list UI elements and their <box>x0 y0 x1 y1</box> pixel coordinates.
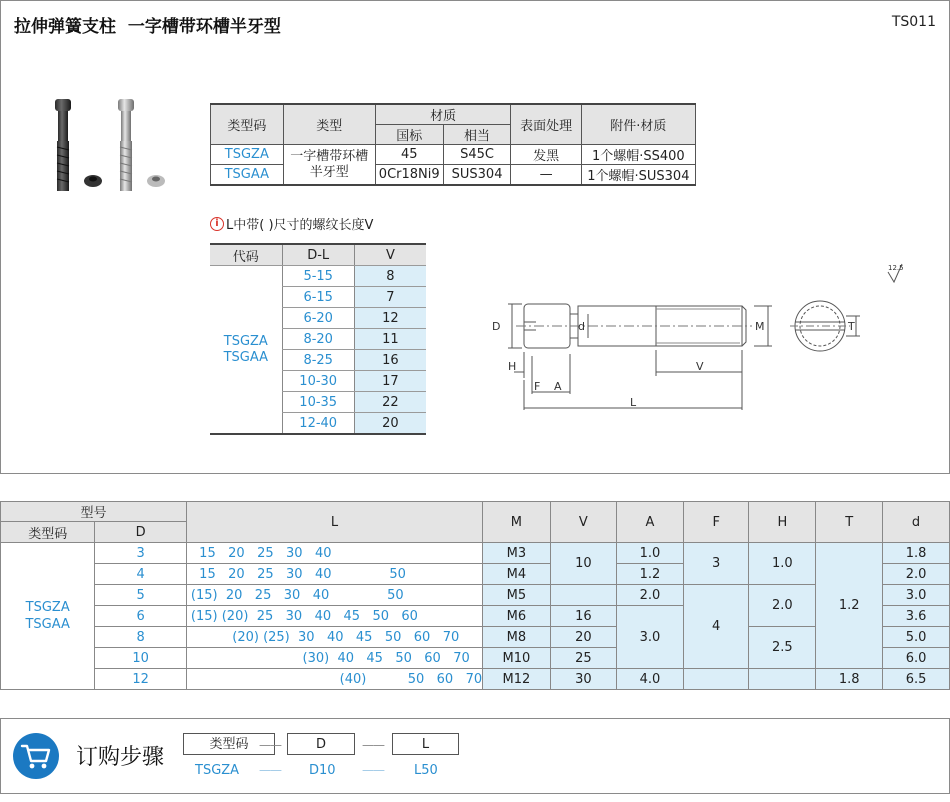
label-A: A <box>554 380 562 393</box>
cell-V: 25 <box>550 648 616 669</box>
table-row <box>1 543 950 564</box>
label-M: M <box>755 320 765 333</box>
cell-T: 1.2 <box>816 543 883 669</box>
info-icon: i <box>210 217 224 231</box>
header-L: L <box>186 502 482 543</box>
header-D: D <box>95 522 187 543</box>
code-v: 22 <box>354 392 426 413</box>
spec-header-equiv: 相当 <box>443 125 511 145</box>
code-tsgaa: TSGAA <box>223 349 268 365</box>
header-M: M <box>483 502 551 543</box>
spec-accessory: 1个螺帽·SUS304 <box>581 165 695 186</box>
cell-L: 15 20 25 30 40 50 <box>186 564 482 585</box>
cell-A: 3.0 <box>617 606 684 669</box>
order-dash: —— <box>362 763 384 777</box>
cell-D: 4 <box>95 564 187 585</box>
spec-header-material: 材质 <box>375 104 511 125</box>
spec-accessory: 1个螺帽·SS400 <box>581 145 695 165</box>
cell-D: 12 <box>95 669 187 690</box>
code-cell <box>210 266 282 435</box>
cell-d: 1.8 <box>883 543 950 564</box>
table-row <box>1 669 950 690</box>
cell-V: 20 <box>550 627 616 648</box>
code-tsgza: TSGZA <box>223 333 268 349</box>
spec-equiv: S45C <box>443 145 511 165</box>
cell-F-empty <box>683 669 749 690</box>
spec-surface: — <box>511 165 581 186</box>
label-D: D <box>492 320 501 333</box>
code-table <box>210 243 426 435</box>
table-row <box>1 585 950 606</box>
cell-d: 6.0 <box>883 648 950 669</box>
spec-equiv: SUS304 <box>443 165 511 186</box>
cart-icon <box>13 733 59 779</box>
type-code-tsgza: TSGZA <box>25 600 70 615</box>
code-v: 16 <box>354 350 426 371</box>
cell-V: 10 <box>550 543 616 585</box>
code-dl: 12-40 <box>282 413 354 435</box>
type-code-cell <box>1 543 95 690</box>
dimension-table <box>0 501 950 690</box>
order-box-D: D <box>287 733 355 755</box>
label-L: L <box>630 396 637 409</box>
cell-F: 4 <box>683 585 749 669</box>
order-dash: —— <box>259 738 281 752</box>
cell-T: 1.8 <box>816 669 883 690</box>
order-box-type-code: 类型码 <box>183 733 275 755</box>
code-v: 20 <box>354 413 426 435</box>
cell-H: 2.0 <box>749 585 816 627</box>
spec-header-gb: 国标 <box>375 125 443 145</box>
cell-V-empty <box>550 585 616 606</box>
header-F: F <box>683 502 749 543</box>
label-H: H <box>508 360 517 373</box>
order-example-L: L50 <box>414 763 438 778</box>
cell-d: 3.0 <box>883 585 950 606</box>
cell-D: 8 <box>95 627 187 648</box>
cell-M: M10 <box>483 648 551 669</box>
cell-L: 15 20 25 30 40 <box>186 543 482 564</box>
order-example-D: D10 <box>309 763 336 778</box>
spec-header-accessory: 附件·材质 <box>581 104 695 145</box>
cell-A: 4.0 <box>617 669 684 690</box>
header-type-code: 类型码 <box>1 522 95 543</box>
spec-header-type: 类型 <box>283 104 375 145</box>
spec-type-value: 一字槽带环槽半牙型 <box>283 145 375 186</box>
code-header-v: V <box>354 244 426 266</box>
page-title: 拉伸弹簧支柱 一字槽带环槽半牙型 <box>14 17 281 37</box>
product-photo <box>45 95 175 195</box>
code-dl: 10-35 <box>282 392 354 413</box>
order-dash: —— <box>362 738 384 752</box>
cell-M: M3 <box>483 543 551 564</box>
header-d: d <box>883 502 950 543</box>
cell-L: (30) 40 45 50 60 70 <box>186 648 482 669</box>
spec-gb: 45 <box>375 145 443 165</box>
order-title: 订购步骤 <box>76 745 165 770</box>
cell-A: 2.0 <box>617 585 684 606</box>
spec-code: TSGZA <box>211 145 284 165</box>
code-header-code: 代码 <box>210 244 282 266</box>
cell-V: 30 <box>550 669 616 690</box>
cell-M: M6 <box>483 606 551 627</box>
code-dl: 6-20 <box>282 308 354 329</box>
thread-note-text: L中带( )尺寸的螺纹长度V <box>226 218 374 233</box>
product-code: TS011 <box>891 14 936 30</box>
cell-F: 3 <box>683 543 749 585</box>
thread-note <box>210 214 373 233</box>
cell-L: (20) (25) 30 40 45 50 60 70 <box>186 627 482 648</box>
header-model: 型号 <box>1 502 187 522</box>
cell-H: 1.0 <box>749 543 816 585</box>
code-dl: 8-25 <box>282 350 354 371</box>
order-dash: —— <box>259 763 281 777</box>
table-row <box>210 266 426 287</box>
table-row <box>211 145 696 165</box>
code-dl: 8-20 <box>282 329 354 350</box>
cell-A: 1.0 <box>617 543 684 564</box>
code-v: 17 <box>354 371 426 392</box>
label-T: T <box>848 320 855 333</box>
cell-D: 6 <box>95 606 187 627</box>
spec-header-type-code: 类型码 <box>211 104 284 145</box>
cell-M: M8 <box>483 627 551 648</box>
order-box-L: L <box>392 733 459 755</box>
code-v: 12 <box>354 308 426 329</box>
code-v: 11 <box>354 329 426 350</box>
code-v: 8 <box>354 266 426 287</box>
header-A: A <box>617 502 684 543</box>
cell-D: 10 <box>95 648 187 669</box>
roughness-value: 12.5 <box>888 264 904 272</box>
order-example-type-code: TSGZA <box>195 763 240 778</box>
header-H: H <box>749 502 816 543</box>
code-dl: 6-15 <box>282 287 354 308</box>
code-header-dl: D-L <box>282 244 354 266</box>
cell-A: 1.2 <box>617 564 684 585</box>
cell-M: M5 <box>483 585 551 606</box>
cell-d: 3.6 <box>883 606 950 627</box>
spec-table <box>210 103 696 186</box>
cell-d: 6.5 <box>883 669 950 690</box>
header-T: T <box>816 502 883 543</box>
type-code-tsgaa: TSGAA <box>25 617 70 632</box>
cell-M: M12 <box>483 669 551 690</box>
cell-V: 16 <box>550 606 616 627</box>
technical-drawing <box>490 260 930 420</box>
cell-D: 3 <box>95 543 187 564</box>
cell-L: (40) 50 60 70 <box>186 669 482 690</box>
code-v: 7 <box>354 287 426 308</box>
header-V: V <box>550 502 616 543</box>
spec-code: TSGAA <box>211 165 284 186</box>
cell-d: 2.0 <box>883 564 950 585</box>
code-dl: 10-30 <box>282 371 354 392</box>
spec-header-surface: 表面处理 <box>511 104 581 145</box>
label-V: V <box>696 360 704 373</box>
label-d: d <box>578 320 585 333</box>
table-row <box>1 627 950 648</box>
cell-d: 5.0 <box>883 627 950 648</box>
code-dl: 5-15 <box>282 266 354 287</box>
cell-L: (15) (20) 25 30 40 45 50 60 <box>186 606 482 627</box>
cell-H-empty <box>749 669 816 690</box>
cell-M: M4 <box>483 564 551 585</box>
cell-D: 5 <box>95 585 187 606</box>
cell-L: (15) 20 25 30 40 50 <box>186 585 482 606</box>
spec-gb: 0Cr18Ni9 <box>375 165 443 186</box>
cell-H: 2.5 <box>749 627 816 669</box>
label-F: F <box>534 380 541 393</box>
spec-surface: 发黑 <box>511 145 581 165</box>
